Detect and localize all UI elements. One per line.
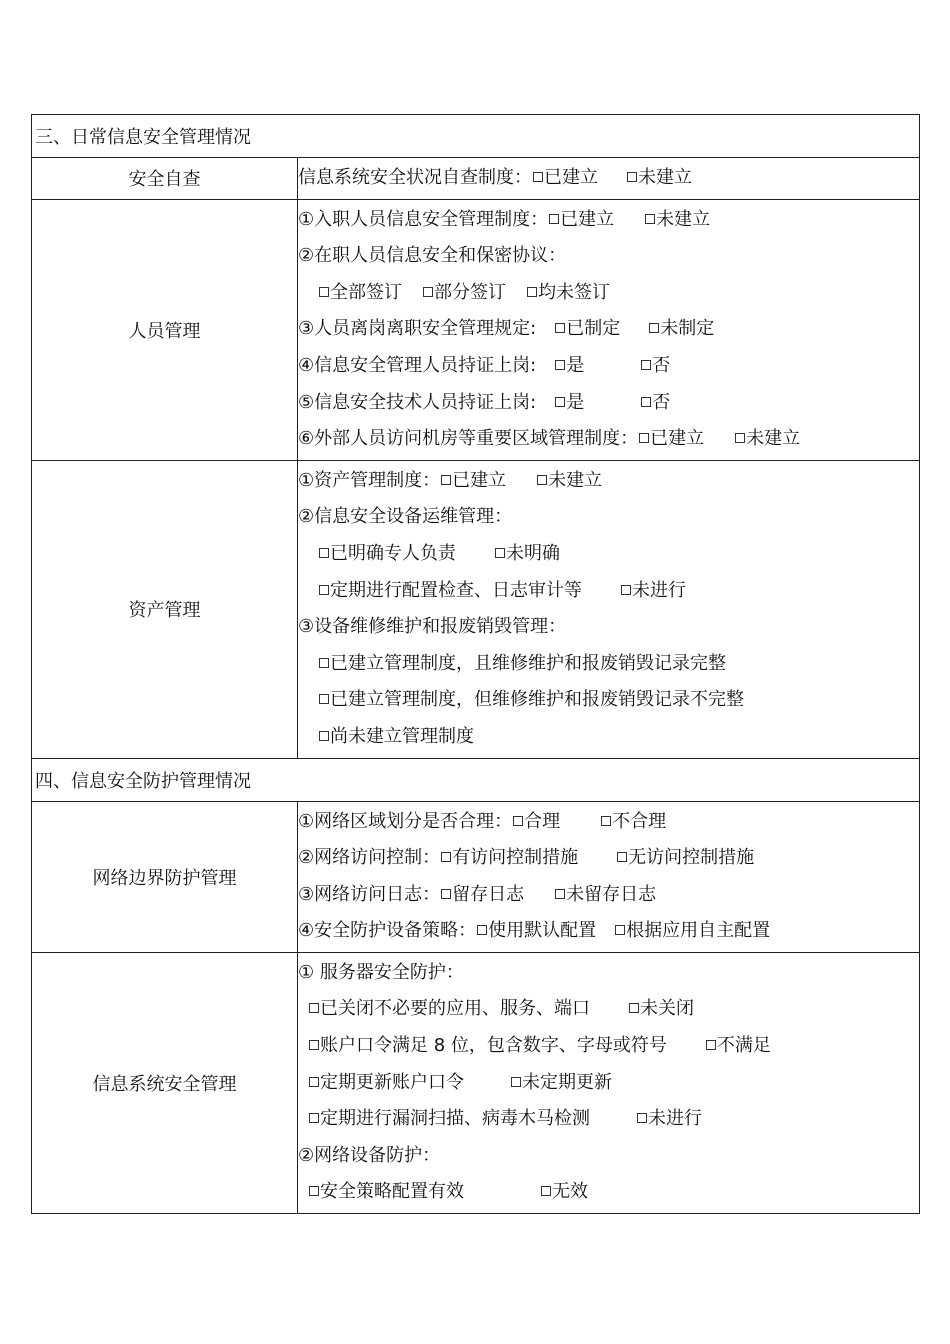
option-label: 否 [652,391,671,413]
option-label: 未建立 [746,428,801,450]
content-line [298,804,919,841]
line-text: ②网络设备防护： [298,1144,441,1166]
checkbox-square-icon[interactable] [309,1186,319,1196]
option-label: 未定期更新 [522,1071,612,1093]
checkbox-option[interactable] [318,536,456,573]
line-text: ②网络访问控制： [298,847,441,869]
form-row [32,952,920,1213]
line-text: ① 服务器安全防护： [298,961,464,983]
checkbox-option[interactable] [532,160,598,197]
checkbox-option[interactable] [318,275,402,312]
checkbox-square-icon[interactable] [319,658,329,668]
option-label: 是 [566,391,585,413]
checkbox-square-icon[interactable] [309,1113,319,1123]
checkbox-square-icon[interactable] [555,323,565,333]
content-line [298,573,919,610]
checkbox-square-icon[interactable] [309,1003,319,1013]
checkbox-option[interactable] [554,385,584,422]
checkbox-option[interactable] [548,202,614,239]
checkbox-square-icon[interactable] [513,816,523,826]
form-row [32,158,920,200]
checkbox-option[interactable] [318,573,582,610]
checkbox-square-icon[interactable] [319,694,329,704]
line-text: ①网络区域划分是否合理： [298,810,513,832]
checkbox-square-icon[interactable] [549,214,559,224]
checkbox-square-icon[interactable] [629,1003,639,1013]
content-line [298,463,919,500]
checkbox-square-icon[interactable] [641,397,651,407]
row-content [298,952,920,1213]
content-line [298,840,919,877]
checkbox-option[interactable] [616,840,754,877]
line-text: ⑥外部人员访问机房等重要区域管理制度： [298,428,639,450]
content-line [298,238,919,275]
checkbox-option[interactable] [648,311,714,348]
content-line [298,421,919,458]
checkbox-option[interactable] [512,804,560,841]
option-label: 无访问控制措施 [628,847,755,869]
content-line [298,1174,919,1211]
checkbox-option[interactable] [554,877,656,914]
option-label: 未建立 [638,167,692,188]
content-line [298,536,919,573]
checkbox-option[interactable] [440,463,506,500]
checkbox-square-icon[interactable] [617,852,627,862]
row-label: 安全自查 [32,158,298,200]
section-title: 三、日常信息安全管理情况 [32,115,920,158]
option-label: 合理 [524,810,561,832]
checkbox-square-icon[interactable] [309,1077,319,1087]
checkbox-square-icon[interactable] [627,172,637,182]
line-text: ②在职人员信息安全和保密协议： [298,245,567,267]
checkbox-option[interactable] [318,646,726,683]
checkbox-option[interactable] [640,385,670,422]
row-label: 网络边界防护管理 [32,801,298,952]
content-line [298,385,919,422]
content-line [298,1138,919,1175]
checkbox-square-icon[interactable] [706,1040,716,1050]
checkbox-square-icon[interactable] [441,889,451,899]
checkbox-option[interactable] [638,421,704,458]
checkbox-option[interactable] [540,1174,588,1211]
section-title: 四、信息安全防护管理情况 [32,758,920,801]
checkbox-option[interactable] [308,1028,667,1065]
content-line [298,202,919,239]
checkbox-square-icon[interactable] [527,287,537,297]
checkbox-option[interactable] [422,275,506,312]
checkbox-square-icon[interactable] [319,287,329,297]
content-line [298,1065,919,1102]
content-line [298,719,919,756]
line-text: ③人员离岗离职安全管理规定: [298,318,555,340]
option-label: 安全策略配置有效 [320,1181,464,1203]
option-label: 已建立 [544,167,598,188]
option-label: 账户口令满足 8 位，包含数字、字母或符号 [320,1035,667,1057]
content-line [298,609,919,646]
line-text: ②信息安全设备运维管理： [298,506,513,528]
option-label: 不合理 [612,810,667,832]
checkbox-square-icon[interactable] [319,548,329,558]
checkbox-square-icon[interactable] [495,548,505,558]
line-text: ①资产管理制度： [298,469,441,491]
checkbox-option[interactable] [614,913,770,950]
checkbox-option[interactable] [628,991,694,1028]
checkbox-option[interactable] [494,536,560,573]
line-text: ④信息安全管理人员持证上岗: [298,354,555,376]
option-label: 有访问控制措施 [452,847,579,869]
checkbox-square-icon[interactable] [649,323,659,333]
option-label: 未建立 [656,208,711,230]
line-text: ①入职人员信息安全管理制度： [298,208,549,230]
checkbox-option[interactable] [308,991,590,1028]
content-line [298,311,919,348]
line-text: ③设备维修维护和报废销毁管理： [298,616,567,638]
form-row [32,801,920,952]
checkbox-option[interactable] [554,311,620,348]
content-line [298,1101,919,1138]
checkbox-square-icon[interactable] [319,731,329,741]
content-line [298,499,919,536]
checkbox-square-icon[interactable] [319,585,329,595]
option-label: 定期进行配置检查、日志审计等 [330,579,582,601]
form-row [32,460,920,758]
checkbox-square-icon[interactable] [735,433,745,443]
row-content [298,199,920,460]
row-label: 信息系统安全管理 [32,952,298,1213]
option-label: 部分签订 [434,281,506,303]
content-line [298,682,919,719]
checkbox-square-icon[interactable] [555,360,565,370]
option-label: 已关闭不必要的应用、服务、端口 [320,998,590,1020]
line-text: ⑤信息安全技术人员持证上岗: [298,391,555,413]
content-line [298,160,919,197]
option-label: 已建立 [650,428,705,450]
checkbox-option[interactable] [440,877,524,914]
checkbox-option[interactable] [554,348,584,385]
option-label: 未明确 [506,542,560,564]
option-label: 定期更新账户口令 [320,1071,464,1093]
content-line [298,913,919,950]
checkbox-option[interactable] [308,1065,464,1102]
option-label: 未关闭 [640,998,694,1020]
checkbox-square-icon[interactable] [555,889,565,899]
option-label: 已建立 [560,208,615,230]
checkbox-square-icon[interactable] [541,1186,551,1196]
checkbox-square-icon[interactable] [511,1077,521,1087]
option-label: 未留存日志 [566,883,657,905]
option-label: 不满足 [716,1035,771,1057]
checkbox-square-icon[interactable] [533,172,543,182]
option-label: 使用默认配置 [488,920,597,942]
row-label: 人员管理 [32,199,298,460]
form-row [32,199,920,460]
option-label: 留存日志 [452,883,525,905]
content-line [298,991,919,1028]
option-label: 已建立管理制度，且维修维护和报废销毁记录完整 [330,652,726,674]
checkbox-option[interactable] [526,275,610,312]
checkbox-option[interactable] [644,202,710,239]
checkbox-option[interactable] [705,1028,771,1065]
checkbox-option[interactable] [626,160,692,197]
content-line [298,877,919,914]
content-line [298,646,919,683]
checkbox-square-icon[interactable] [441,475,451,485]
checkbox-option[interactable] [510,1065,612,1102]
checkbox-option[interactable] [636,1101,702,1138]
option-label: 无效 [552,1181,588,1203]
checkbox-option[interactable] [308,1101,590,1138]
checkbox-square-icon[interactable] [645,214,655,224]
checkbox-square-icon[interactable] [423,287,433,297]
checkbox-option[interactable] [734,421,800,458]
checkbox-option[interactable] [600,804,666,841]
option-label: 否 [652,354,671,376]
option-label: 定期进行漏洞扫描、病毒木马检测 [320,1108,590,1130]
checkbox-square-icon[interactable] [615,925,625,935]
line-text: 信息系统安全状况自查制度： [298,167,532,188]
checkbox-option[interactable] [318,682,744,719]
checkbox-option[interactable] [620,573,686,610]
section-header-row [32,758,920,801]
option-label: 已建立 [452,469,507,491]
option-label: 未建立 [548,469,603,491]
checkbox-square-icon[interactable] [441,852,451,862]
checkbox-square-icon[interactable] [309,1040,319,1050]
line-text: ④安全防护设备策略： [298,920,477,942]
checkbox-option[interactable] [476,913,596,950]
checkbox-square-icon[interactable] [537,475,547,485]
checkbox-option[interactable] [640,348,670,385]
content-line [298,1028,919,1065]
option-label: 已明确专人负责 [330,542,456,564]
option-label: 已制定 [566,318,621,340]
option-label: 尚未建立管理制度 [330,725,474,747]
form-body [32,115,920,1214]
section-header-row [32,115,920,158]
checkbox-square-icon[interactable] [477,925,487,935]
checkbox-square-icon[interactable] [639,433,649,443]
checkbox-square-icon[interactable] [641,360,651,370]
option-label: 已建立管理制度，但维修维护和报废销毁记录不完整 [330,689,744,711]
checkbox-square-icon[interactable] [601,816,611,826]
option-label: 全部签订 [330,281,402,303]
row-content [298,460,920,758]
checkbox-option[interactable] [536,463,602,500]
security-assessment-form [31,114,919,1214]
content-line [298,348,919,385]
option-label: 未制定 [660,318,715,340]
option-label: 未进行 [648,1108,702,1130]
option-label: 根据应用自主配置 [626,920,771,942]
row-content [298,801,920,952]
checkbox-square-icon[interactable] [555,397,565,407]
option-label: 是 [566,354,585,376]
checkbox-option[interactable] [318,719,474,756]
content-line [298,955,919,992]
checkbox-option[interactable] [308,1174,464,1211]
row-label: 资产管理 [32,460,298,758]
checkbox-square-icon[interactable] [621,585,631,595]
content-line [298,275,919,312]
line-text: ③网络访问日志： [298,883,441,905]
option-label: 未进行 [632,579,686,601]
checkbox-option[interactable] [440,840,578,877]
form-table [31,114,920,1214]
option-label: 均未签订 [538,281,610,303]
row-content [298,158,920,200]
checkbox-square-icon[interactable] [637,1113,647,1123]
